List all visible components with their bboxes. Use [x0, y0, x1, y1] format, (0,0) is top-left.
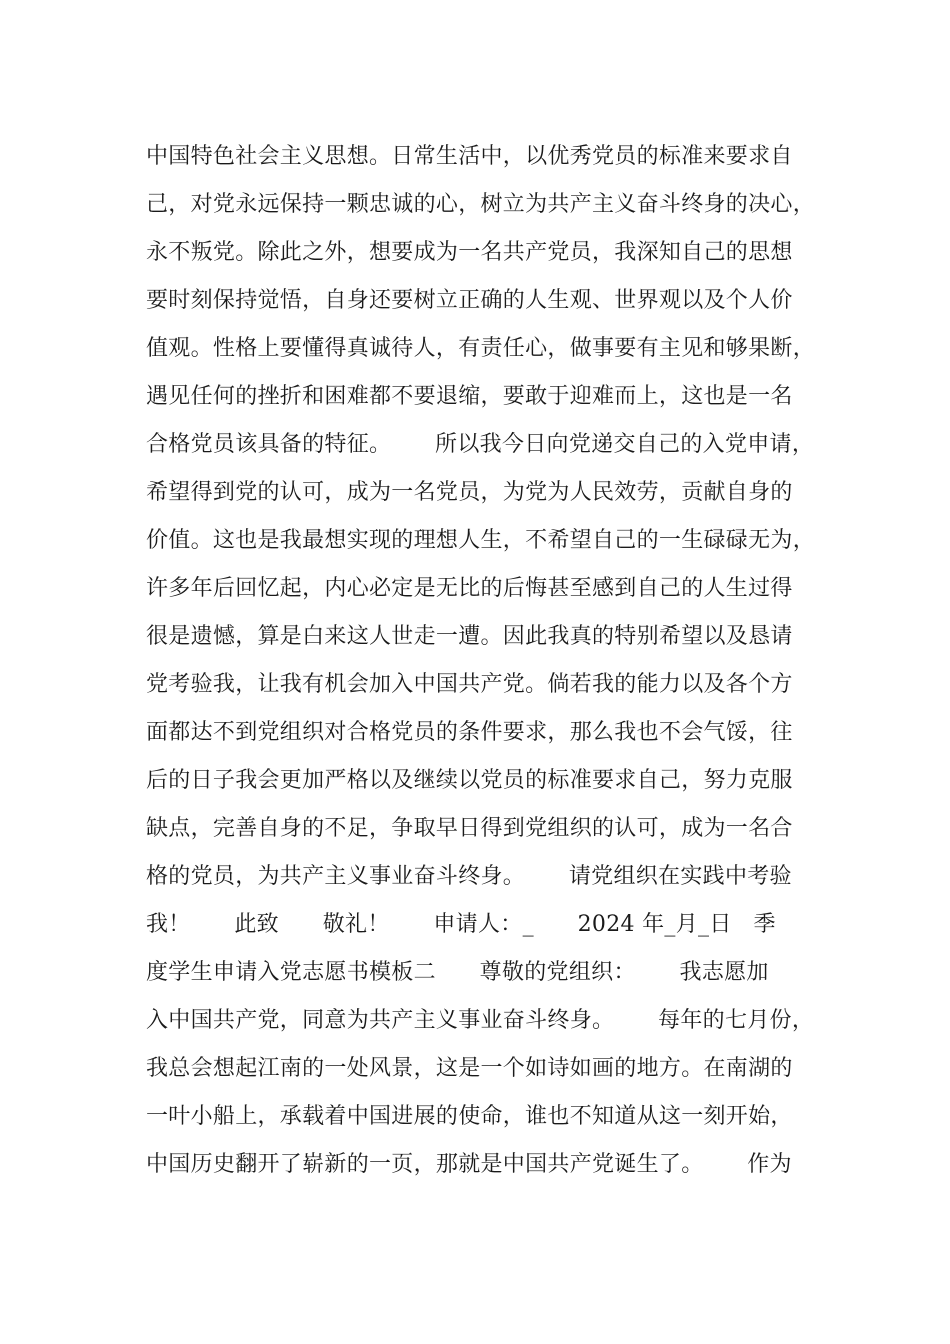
text-line: 中国特色社会主义思想。日常生活中，以优秀党员的标准来要求自 — [146, 144, 793, 169]
text-line: 党考验我，让我有机会加入中国共产党。倘若我的能力以及各个方 — [146, 672, 793, 697]
text-line: 我！ 此致 敬礼！ 申请人：_ 2024 年_月_日 季 — [146, 912, 776, 937]
text-line: 遇见任何的挫折和困难都不要退缩，要敢于迎难而上，这也是一名 — [146, 384, 793, 409]
text-line: 希望得到党的认可，成为一名党员，为党为人民效劳，贡献自身的 — [146, 480, 793, 505]
text-line: 一叶小船上，承载着中国进展的使命，谁也不知道从这一刻开始， — [146, 1104, 793, 1129]
text-line: 永不叛党。除此之外，想要成为一名共产党员，我深知自己的思想 — [146, 240, 793, 265]
text-line: 己，对党永远保持一颗忠诚的心，树立为共产主义奋斗终身的决心， — [146, 192, 816, 217]
text-line: 价值。这也是我最想实现的理想人生，不希望自己的一生碌碌无为， — [146, 528, 816, 553]
text-line: 格的党员，为共产主义事业奋斗终身。 请党组织在实践中考验 — [146, 864, 792, 889]
text-line: 入中国共产党，同意为共产主义事业奋斗终身。 每年的七月份， — [146, 1008, 815, 1033]
text-line: 中国历史翻开了崭新的一页，那就是中国共产党诞生了。 作为 — [146, 1152, 792, 1177]
text-line: 值观。性格上要懂得真诚待人，有责任心，做事要有主见和够果断， — [146, 336, 816, 361]
text-line: 后的日子我会更加严格以及继续以党员的标准要求自己，努力克服 — [146, 768, 793, 793]
text-line: 很是遗憾，算是白来这人世走一遭。因此我真的特别希望以及恳请 — [146, 624, 793, 649]
text-line: 面都达不到党组织对合格党员的条件要求，那么我也不会气馁，往 — [146, 720, 793, 745]
text-line: 许多年后回忆起，内心必定是无比的后悔甚至感到自己的人生过得 — [146, 576, 793, 601]
text-line: 合格党员该具备的特征。 所以我今日向党递交自己的入党申请， — [146, 432, 815, 457]
text-line: 要时刻保持觉悟，自身还要树立正确的人生观、世界观以及个人价 — [146, 288, 793, 313]
body-text — [146, 133, 826, 1189]
text-line: 度学生申请入党志愿书模板二 尊敬的党组织： 我志愿加 — [146, 960, 769, 985]
text-line: 缺点，完善自身的不足，争取早日得到党组织的认可，成为一名合 — [146, 816, 793, 841]
text-line: 我总会想起江南的一处风景，这是一个如诗如画的地方。在南湖的 — [146, 1056, 793, 1081]
